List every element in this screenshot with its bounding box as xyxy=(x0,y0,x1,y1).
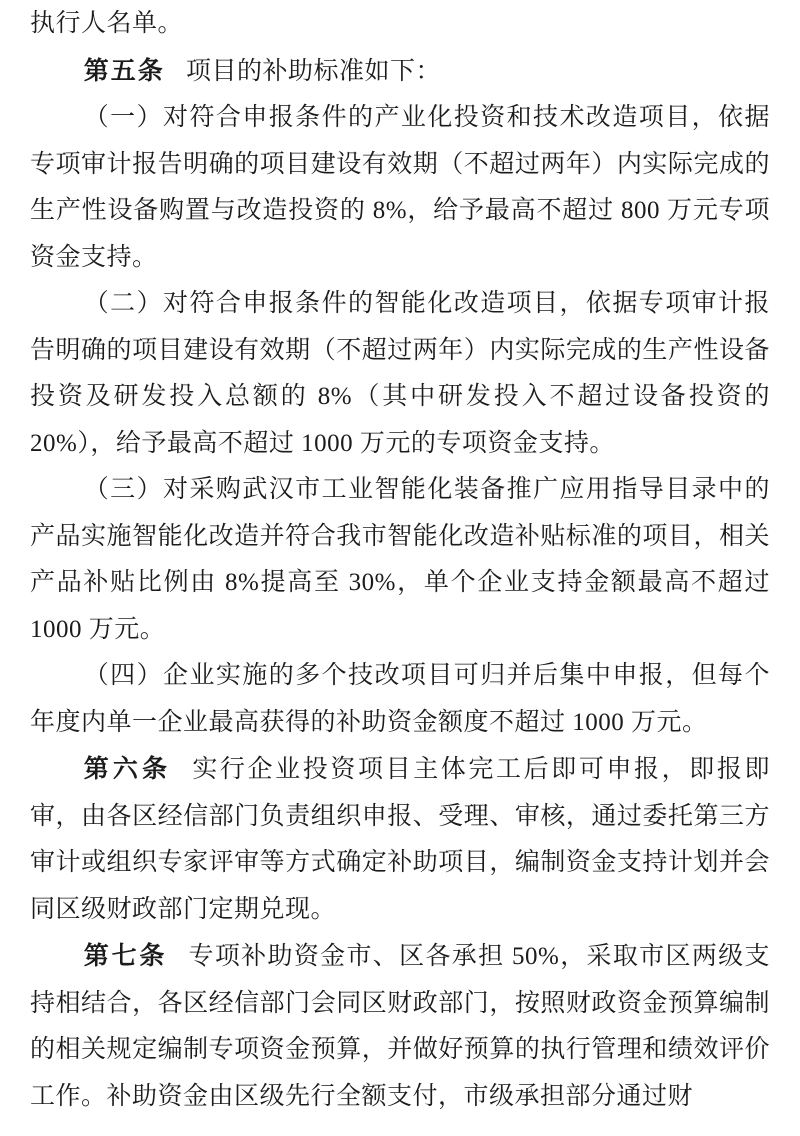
paragraph-item-3 xyxy=(30,467,770,653)
paragraph-text: 实行企业投资项目主体完工后即可申报，即报即审，由各区经信部门负责组织申报、受理、审核，通过委托第三方审计或组织专家评审等方式确定补助项目，编制资金支持计划并会同区级财政部门定期兑现。 xyxy=(30,756,770,923)
paragraph-text: 执行人名单。 xyxy=(30,10,184,37)
paragraph-text: 项目的补助标准如下： xyxy=(186,57,442,85)
paragraph-item-1 xyxy=(30,95,770,281)
article-5-heading: 第五条 xyxy=(83,56,165,85)
paragraph-continuation xyxy=(30,1,770,48)
paragraph-text: （二）对符合申报条件的智能化改造项目，依据专项审计报告明确的项目建设有效期（不超过两年）内实际完成的生产性设备投资及研发投入总额的 8%（其中研发投入不超过设备投资的 20%），给予最高不超过 1000 万元的专项资金支持。 xyxy=(30,290,770,457)
article-6-heading: 第六条 xyxy=(83,755,172,783)
paragraph-text: （四）企业实施的多个技改项目可归并后集中申报，但每个年度内单一企业最高获得的补助资金额度不超过 1000 万元。 xyxy=(30,662,770,736)
paragraph-text: （一）对符合申报条件的产业化投资和技术改造项目，依据专项审计报告明确的项目建设有效期（不超过两年）内实际完成的生产性设备购置与改造投资的 8%，给予最高不超过 800 万元专项资金支持。 xyxy=(30,104,770,271)
paragraph-item-2 xyxy=(30,281,770,467)
paragraph-item-4 xyxy=(30,653,770,746)
paragraph-article-6 xyxy=(30,746,770,933)
paragraph-text: （三）对采购武汉市工业智能化装备推广应用指导目录中的产品实施智能化改造并符合我市智能化改造补贴标准的项目，相关产品补贴比例由 8%提高至 30%，单个企业支持金额最高不超过 1000 万元。 xyxy=(30,476,770,643)
article-7-heading: 第七条 xyxy=(83,942,168,970)
paragraph-article-5 xyxy=(30,48,770,96)
paragraph-article-7 xyxy=(30,933,770,1120)
paragraph-text: 专项补助资金市、区各承担 50%，采取市区两级支持相结合，各区经信部门会同区财政部门，按照财政资金预算编制的相关规定编制专项资金预算，并做好预算的执行管理和绩效评价工作。补助资金由区级先行全额支付，市级承担部分通过财 xyxy=(30,943,770,1110)
